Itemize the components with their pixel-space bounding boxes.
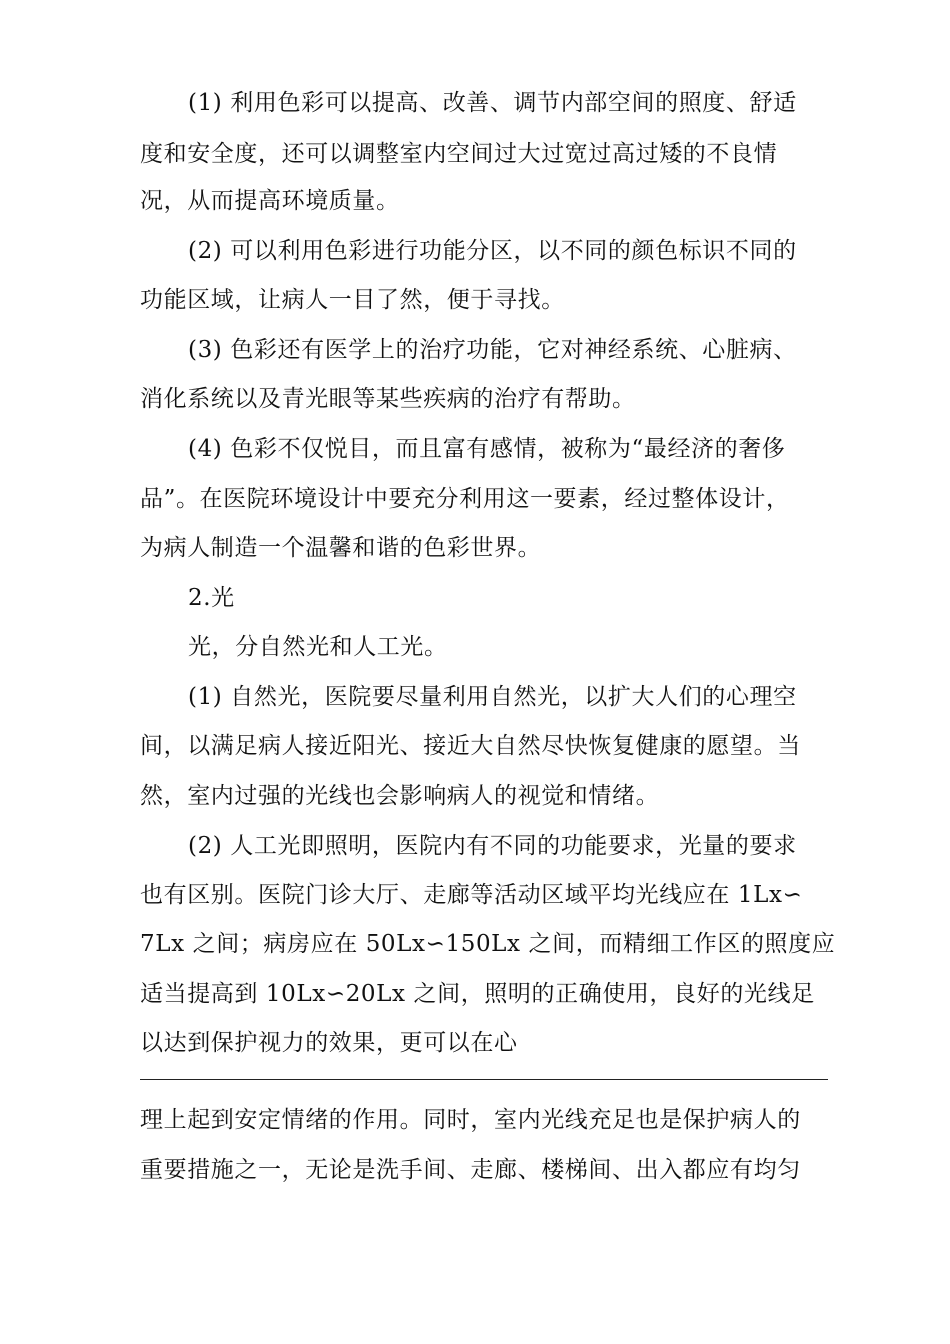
text-line: (1) 利用色彩可以提高、改善、调节内部空间的照度、舒适	[188, 90, 797, 116]
text-line: 间，以满足病人接近阳光、接近大自然尽快恢复健康的愿望。当	[140, 733, 801, 759]
text-line: 适当提高到 10Lx∽20Lx 之间，照明的正确使用，良好的光线足	[140, 981, 815, 1007]
text-line: 然，室内过强的光线也会影响病人的视觉和情绪。	[140, 783, 660, 809]
text-line: (2) 可以利用色彩进行功能分区，以不同的颜色标识不同的	[188, 238, 797, 264]
text-line: 7Lx 之间；病房应在 50Lx∽150Lx 之间，而精细工作区的照度应	[140, 931, 836, 957]
text-line: 以达到保护视力的效果，更可以在心	[140, 1030, 518, 1056]
text-line: 况，从而提高环境质量。	[140, 188, 400, 214]
text-line: 理上起到安定情绪的作用。同时，室内光线充足也是保护病人的	[140, 1107, 801, 1133]
text-line: 品”。在医院环境设计中要充分利用这一要素，经过整体设计，	[140, 486, 790, 512]
text-line: 光，分自然光和人工光。	[188, 634, 448, 660]
text-line: 也有区别。医院门诊大厅、走廊等活动区域平均光线应在 1Lx∽	[140, 882, 803, 908]
text-line: 度和安全度，还可以调整室内空间过大过宽过高过矮的不良情	[140, 141, 778, 167]
text-line: (2) 人工光即照明，医院内有不同的功能要求，光量的要求	[188, 833, 797, 859]
text-line: (4) 色彩不仅悦目，而且富有感情，被称为“最经济的奢侈	[188, 436, 786, 462]
page-divider	[140, 1079, 828, 1080]
text-line: (3) 色彩还有医学上的治疗功能，它对神经系统、心脏病、	[188, 337, 797, 363]
text-line: (1) 自然光，医院要尽量利用自然光，以扩大人们的心理空	[188, 684, 797, 710]
text-line: 功能区域，让病人一目了然，便于寻找。	[140, 287, 565, 313]
text-line: 为病人制造一个温馨和谐的色彩世界。	[140, 535, 542, 561]
section-heading: 2.光	[188, 585, 235, 611]
text-line: 重要措施之一，无论是洗手间、走廊、楼梯间、出入都应有均匀	[140, 1157, 801, 1183]
text-line: 消化系统以及青光眼等某些疾病的治疗有帮助。	[140, 386, 636, 412]
